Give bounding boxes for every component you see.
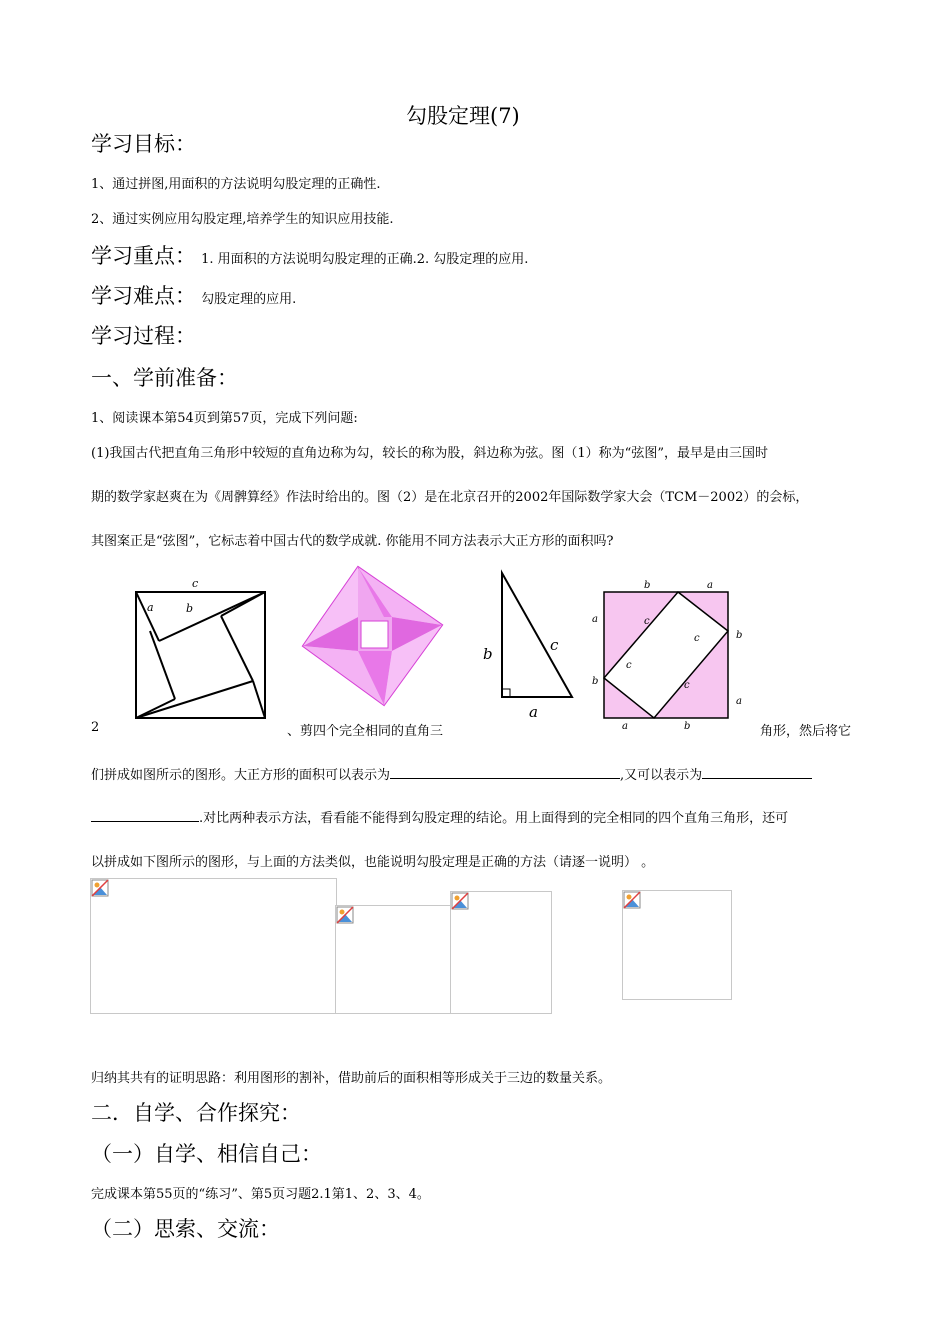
fig4-bottom-b: b [684,721,691,732]
key-points-heading: 学习重点： [91,244,196,268]
page-title: 勾股定理(7) [406,104,520,128]
fig4-top-b: b [644,580,651,591]
answer-line-1-prefix: 们拼成如图所示的图形。大正方形的面积可以表示为 [91,768,391,783]
answer-line-2-text: .对比两种表示方法，看看能不能得到勾股定理的结论。用上面得到的完全相同的四个直角三角形，还可 [199,811,789,826]
paragraph-line-2: 期的数学家赵爽在为《周髀算经》作法时给出的。图（2）是在北京召开的2002年国际数学家大会（TCM－2002）的会标， [91,490,809,505]
section1-heading: 一、学前准备： [91,366,238,390]
fig4-inner-c-3: c [626,660,632,671]
fig1-label-c: c [192,577,199,590]
key-points-text: 1. 用面积的方法说明勾股定理的正确.2. 勾股定理的应用. [201,252,529,267]
answer-line-1 [91,764,812,783]
difficulty-heading: 学习难点： [91,284,196,308]
fig4-inner-c-4: c [684,680,690,691]
difficulty-text: 勾股定理的应用. [201,292,297,307]
section2-sub2: （二）思索、交流： [91,1217,280,1241]
question-2-middle: 、剪四个完全相同的直角三 [287,724,444,739]
difficulty-row [91,280,296,310]
fig4-top-a: a [707,580,713,591]
fig4-right-b: b [736,630,743,641]
image-placeholder-2 [335,905,452,1014]
goal-item-2: 2、通过实例应用勾股定理,培养学生的知识应用技能. [91,212,394,227]
section2-sub1-text: 完成课本第55页的“练习”、第5页习题2.1第1、2、3、4。 [91,1187,430,1202]
image-placeholder-1 [90,878,337,1014]
answer-line-1-mid: ,又可以表示为 [620,768,703,783]
fig4-left-a: a [592,614,598,625]
icm-logo-figure [300,565,448,707]
fig4-bottom-a: a [622,721,628,732]
process-heading: 学习过程： [91,324,196,348]
paragraph-line-1: (1)我国古代把直角三角形中较短的直角边称为勾，较长的称为股，斜边称为弦。图（1）称为“弦图”，最早是由三国时 [91,446,768,461]
image-placeholder-3 [450,891,552,1014]
answer-blank-2b[interactable] [91,807,199,822]
paragraph-line-3: 其图案正是“弦图”，它标志着中国古代的数学成就. 你能用不同方法表示大正方形的面积吗? [91,534,614,549]
goal-item-1: 1、通过拼图,用面积的方法说明勾股定理的正确性. [91,177,381,192]
square-proof-figure [588,576,748,734]
key-points-row [91,240,528,270]
broken-image-icon [91,879,109,897]
broken-image-icon [451,892,469,910]
broken-image-icon [623,891,641,909]
right-triangle-figure [474,567,584,722]
broken-image-icon [336,906,354,924]
fig1-label-b: b [186,602,194,615]
fig3-label-c: c [550,636,559,654]
fig4-left-b: b [592,676,599,687]
section2-sub1: （一）自学、相信自己： [91,1142,322,1166]
answer-line-3: 以拼成如下图所示的图形，与上面的方法类似，也能说明勾股定理是正确的方法（请逐一说明） 。 [91,855,655,870]
xian-figure-1 [120,575,280,725]
question-1: 1、阅读课本第54页到第57页，完成下列问题: [91,411,358,426]
answer-blank-1[interactable] [390,764,620,779]
goals-heading: 学习目标： [91,132,196,156]
image-placeholder-4 [622,890,732,1000]
fig1-label-a: a [147,601,154,614]
fig4-inner-c-2: c [694,633,700,644]
section2-heading: 二．自学、合作探究： [91,1101,301,1125]
fig3-label-b: b [483,645,493,663]
question-2-end: 角形，然后将它 [760,724,852,739]
question-2-number: 2 [91,720,100,735]
answer-line-2 [91,807,788,826]
answer-blank-2a[interactable] [702,764,812,779]
fig3-label-a: a [529,703,538,721]
fig4-inner-c-1: c [644,616,650,627]
summary-text: 归纳其共有的证明思路：利用图形的割补，借助前后的面积相等形成关于三边的数量关系。 [91,1071,612,1086]
fig4-right-a: a [736,696,742,707]
